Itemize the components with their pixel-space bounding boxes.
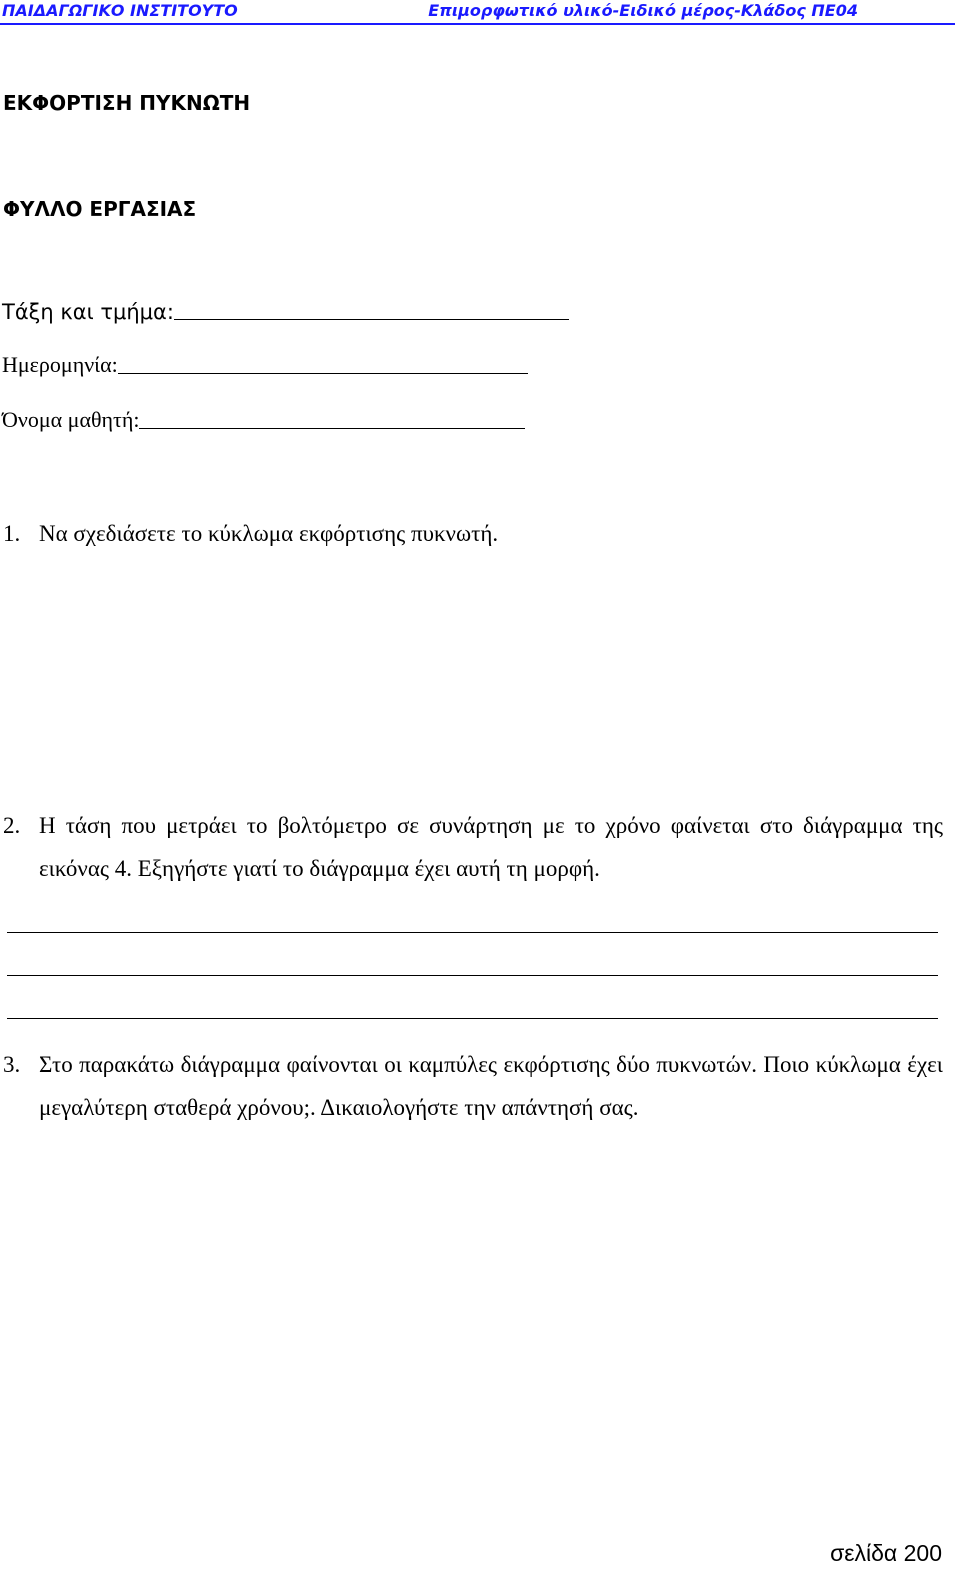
answer-line-1[interactable] — [7, 932, 938, 933]
class-field-blank[interactable] — [174, 319, 569, 320]
class-field — [2, 300, 569, 324]
document-title: ΕΚΦΟΡΤΙΣΗ ΠΥΚΝΩΤΗ — [3, 91, 251, 115]
page-number: σελίδα 200 — [830, 1540, 942, 1566]
question-1 — [3, 512, 943, 555]
name-field — [2, 407, 525, 433]
date-field-label: Ημερομηνία: — [2, 352, 118, 377]
question-1-text: Να σχεδιάσετε το κύκλωμα εκφόρτισης πυκνωτή. — [39, 521, 499, 546]
answer-line-2[interactable] — [7, 975, 938, 976]
class-field-label: Τάξη και τμήμα: — [2, 300, 174, 324]
name-field-label: Όνομα μαθητή: — [2, 407, 140, 432]
header-rule — [0, 23, 955, 25]
question-2 — [3, 804, 943, 890]
question-3-text: Στο παρακάτω διάγραμμα φαίνονται οι καμπύλες εκφόρτισης δύο πυκνωτών. Ποιο κύκλωμα έχει μεγαλύτερη σταθερά χρόνου;. Δικαιολογήστε την απάντησή σας. — [39, 1052, 943, 1120]
worksheet-title: ΦΥΛΛΟ ΕΡΓΑΣΙΑΣ — [3, 197, 197, 221]
question-3 — [3, 1043, 943, 1129]
question-2-number: 2. — [3, 813, 21, 838]
header-material: Επιμορφωτικό υλικό-Ειδικό μέρος-Κλάδος ΠΕ04 — [428, 1, 858, 20]
page-header — [0, 0, 960, 28]
date-field — [2, 352, 528, 378]
date-field-blank[interactable] — [118, 373, 528, 374]
question-3-number: 3. — [3, 1052, 21, 1077]
header-institute: ΠΑΙΔΑΓΩΓΙΚΟ ΙΝΣΤΙΤΟΥΤΟ — [2, 1, 238, 20]
answer-line-3[interactable] — [7, 1018, 938, 1019]
question-2-text: Η τάση που μετράει το βολτόμετρο σε συνάρτηση με το χρόνο φαίνεται στο διάγραμμα της εικόνας 4. Εξηγήστε γιατί το διάγραμμα έχει αυτή τη μορφή. — [39, 813, 943, 881]
name-field-blank[interactable] — [139, 428, 525, 429]
question-1-number: 1. — [3, 521, 21, 546]
